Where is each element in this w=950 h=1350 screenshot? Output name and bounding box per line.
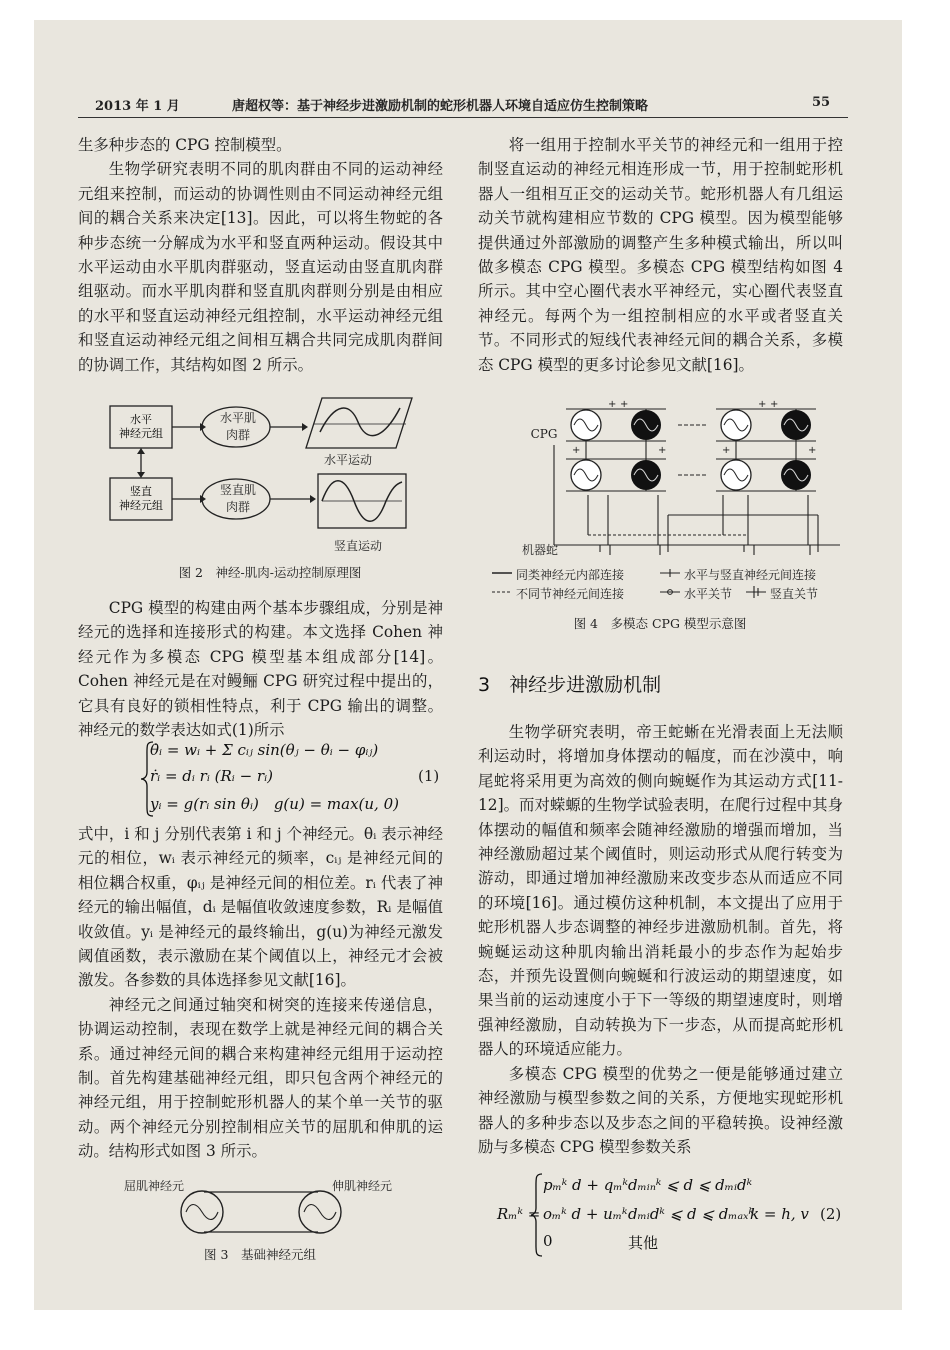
eq2-row-1: pₘᵏ d + qₘᵏ [543,1176,629,1194]
eq1-number: (1) [418,767,440,785]
right-column-body [478,720,843,1159]
figure-4 [548,395,848,565]
eq2-row-3: 0 [543,1232,553,1250]
svg-text:+: + [572,445,581,456]
svg-text:+: + [758,399,767,410]
eq2-row-3-condition: 其他 [628,1234,659,1252]
eq2-row-2-condition: dₘᵢdᵏ ⩽ d ⩽ dₘₐₓᵏ [628,1205,754,1223]
fig4-legend-5: 竖直关节 [770,587,819,601]
fig2-caption: 图 2 神经-肌肉-运动控制原理图 [178,565,362,580]
eq2-number: (2) [820,1205,842,1223]
fig3-caption: 图 3 基础神经元组 [204,1247,316,1262]
svg-text:+: + [620,399,629,410]
right-paragraph-2: 生物学研究表明，帝王蛇蜥在光滑表面上无法顺利运动时，将增加身体摆动的幅度，而在沙漠中，响尾蛇将采用更为高效的侧向蜿蜒作为其运动方式[11-12]。而对蝾螈的生物学试验表明，在爬行过程中其身体摆动的幅值和频率会随神经激励的增强而增加，当神经激励超过某个阈值时，则运动形式从爬行转变为游动，即通过增加神经激励来改变步态从而适应不同的环境[16]。通过模仿这种机制，本文提出了应用于蛇形机器人步态调整的神经步进激励机制。首先，将蜿蜒运动这种肌肉输出消耗最小的步态作为起始步态，并预先设置侧向蜿蜒和行波运动的期望速度，如果当前的运动速度小于下一等级的期望速度时，则增强神经激励，自动转换为下一步态，从而提高蛇形机器人的环境适应能力。 [478,723,843,1059]
right-paragraph-1: 将一组用于控制水平关节的神经元和一组用于控制竖直运动的神经元相连形成一节，用于控制蛇形机器人一组相互正交的运动关节。蛇形机器人有几组运动关节就构建相应节数的 CPG 模型。因为模型能够提供通过外部激励的调整产生多种模式输出，所以叫做多模态 CPG 模型。多模态 CPG 模型结构如图 4 所示。其中空心圈代表水平神经元，实心圈代表竖直神经元。每两个为一组控制相应的水平或者竖直关节。不同形式的短线代表神经元间的耦合关系，多模态 CPG 模型的更多讨论参见文献[16]。 [478,136,843,374]
svg-text:竖直: 竖直 [130,485,152,498]
eq2-k-condition: k = h, v [750,1205,809,1223]
left-column-bottom [78,822,443,1164]
svg-text:水平: 水平 [130,413,152,426]
svg-text:+: + [808,445,817,456]
fig2-ell1-label: 水平肌肉群 [219,411,256,442]
eq2-brace [530,1172,544,1258]
left-column-top [78,133,443,377]
header-date: 2013 年 1 月 [95,99,180,114]
fig4-legend-3: 不同节神经元间连接 [516,587,625,601]
svg-text:+: + [770,399,779,410]
header-rule [78,117,848,118]
right-column-top [478,133,843,377]
fig4-legend-2: 水平与竖直神经元间连接 [684,568,817,582]
svg-text:神经元组: 神经元组 [119,499,163,512]
section-3-title: 3 神经步进激励机制 [478,674,662,696]
left-paragraph-2: 生物学研究表明不同的肌肉群由不同的运动神经元组来控制，而运动的协调性则由不同运动神经元组间的耦合关系来决定[13]。因此，可以将生物蛇的各种步态统一分解成为水平和竖直两种运动。假设其中水平运动由水平肌肉群驱动，竖直运动由竖直肌肉群组驱动。而水平肌肉群和竖直肌肉群则分别是由相应的水平和竖直运动神经元组控制，水平运动神经元组和竖直运动神经元组之间相互耦合共同完成肌肉群间的协调工作，其结构如图 2 所示。 [78,160,443,374]
fig2-ell2-label: 竖直肌肉群 [219,483,256,514]
fig3-right-label: 伸肌神经元 [331,1179,392,1193]
fig3-left-label: 屈肌神经元 [123,1179,184,1193]
left-paragraph-3: CPG 模型的构建由两个基本步骤组成，分别是神经元的选择和连接形式的构建。本文选择 Cohen 神经元作为多模态 CPG 模型基本组成部分[14]。Cohen 神经元是在对鳗鲡 CPG 研究过程中提出的，它具有良好的锁相性特点，利于 CPG 输出的调整。神经元的数学表达如式(1)所示 [78,599,443,740]
eq2-row-1-condition: dₘᵢₙᵏ ⩽ d ⩽ dₘᵢdᵏ [628,1176,753,1194]
figure-2 [100,396,430,556]
fig2-motion2-label: 竖直运动 [333,539,382,553]
eq1-line-2: ṙᵢ = dᵢ rᵢ (Rᵢ − rᵢ) [150,767,273,785]
fig4-robot-label: 机器蛇 [521,543,558,557]
header-page-number: 55 [812,95,831,110]
fig4-legend-4: 水平关节 [684,587,733,601]
fig4-cpg-label: CPG [530,427,558,441]
eq2-lhs: Rₘᵏ = [497,1205,541,1223]
figure-3 [176,1188,346,1238]
left-column-mid [78,596,443,742]
fig4-legend-1: 同类神经元内部连接 [516,568,625,582]
right-paragraph-3: 多模态 CPG 模型的优势之一便是能够通过建立神经激励与模型参数之间的关系，方便地实现蛇形机器人的多种步态以及步态之间的平稳转换。设神经激励与多模态 CPG 模型参数关系 [478,1064,843,1156]
left-paragraph-1: 生多种步态的 CPG 控制模型。 [78,136,292,154]
fig4-caption: 图 4 多模态 CPG 模型示意图 [573,616,747,631]
eq1-line-1: θ̇ᵢ = wᵢ + Σ cᵢⱼ sin(θⱼ − θᵢ − φᵢⱼ) [150,741,379,759]
svg-text:神经元组: 神经元组 [119,427,163,440]
header-title: 唐超权等：基于神经步进激励机制的蛇形机器人环境自适应仿生控制策略 [232,99,649,114]
eq2-row-2: oₘᵏ d + uₘᵏ [543,1205,628,1223]
fig2-motion1-label: 水平运动 [323,453,372,467]
eq1-line-3: yᵢ = g(rᵢ sin θᵢ) g(u) = max(u, 0) [150,795,399,813]
svg-text:+: + [722,445,731,456]
left-paragraph-5: 神经元之间通过轴突和树突的连接来传递信息，协调运动控制，表现在数学上就是神经元间的耦合关系。通过神经元间的耦合来构建神经元组用于运动控制。首先构建基础神经元组，即只包含两个神经元的神经元组，用于控制蛇形机器人的某个单一关节的驱动。两个神经元分别控制相应关节的屈肌和伸肌的运动。结构形式如图 3 所示。 [78,995,443,1161]
left-paragraph-4: 式中，i 和 j 分别代表第 i 和 j 个神经元。θᵢ 表示神经元的相位，wᵢ 表示神经元的频率，cᵢⱼ 是神经元间的相位耦合权重，φᵢⱼ 是神经元间的相位差。rᵢ 代表了神经元的输出幅值，dᵢ 是幅值收敛速度参数，Rᵢ 是幅值收敛值。yᵢ 是神经元的最终输出，g(u)为神经元激发阈值函数，表示激励在某个阈值以上，神经元才会被激发。各参数的具体选择参见文献[16]。 [78,825,443,990]
svg-text:+: + [608,399,617,410]
svg-text:+: + [658,445,667,456]
